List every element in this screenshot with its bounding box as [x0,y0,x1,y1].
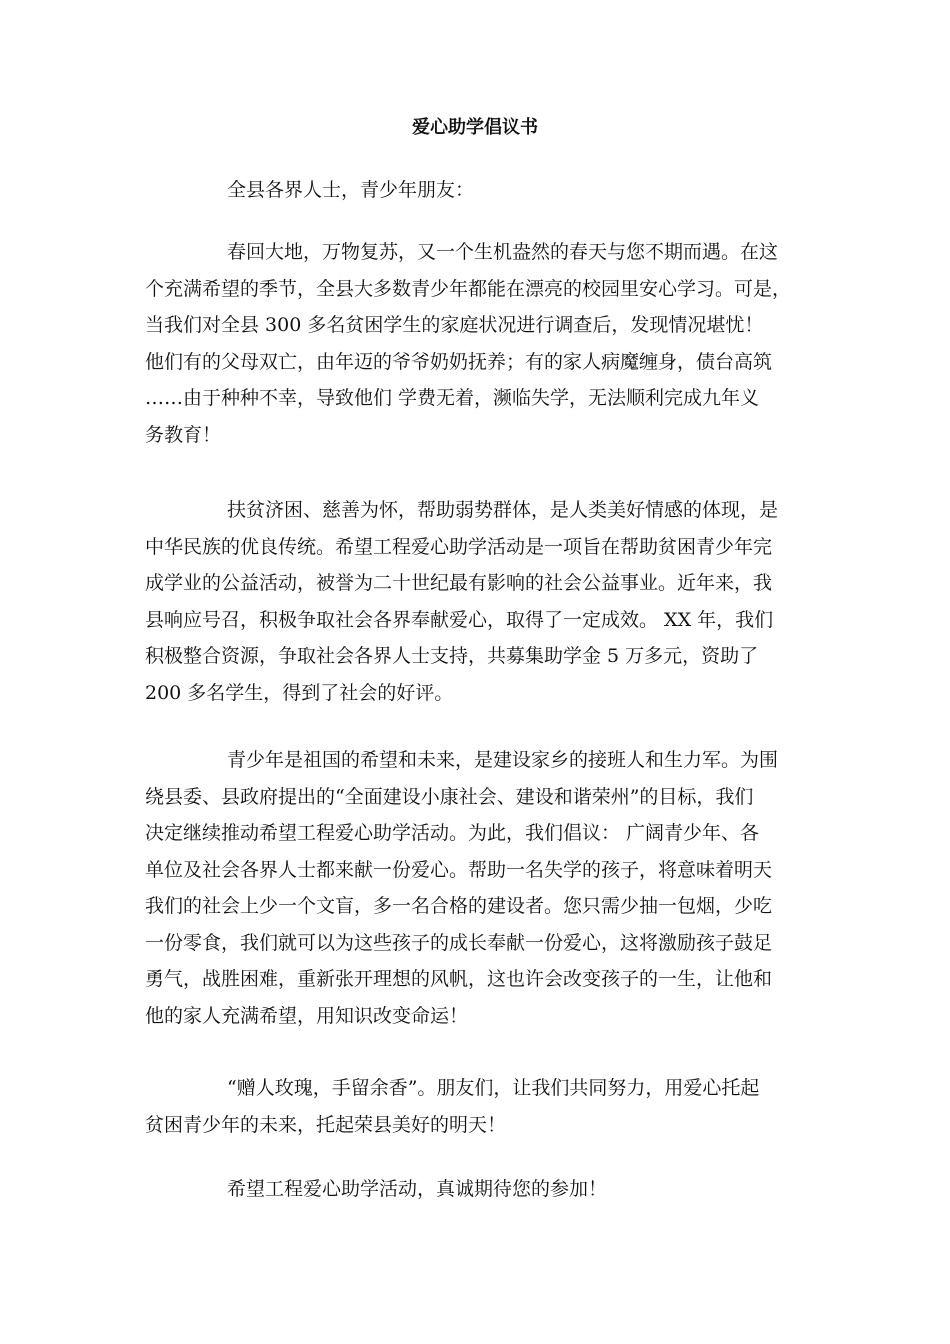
paragraph-line: 贫困青少年的未来，托起荣县美好的明天！ [145,1113,507,1136]
paragraph-line: 200 多名学生，得到了社会的好评。 [145,681,454,704]
paragraph-line: 青少年是祖国的希望和未来，是建设家乡的接班人和生力军。为围 [227,749,779,771]
greeting-line: 全县各界人士，青少年朋友： [227,179,475,201]
paragraph-line: “赠人玫瑰，手留余香”。朋友们，让我们共同努力，用爱心托起 [227,1077,760,1099]
paragraph-line: 我们的社会上少一个文盲，多一名合格的建设者。您只需少抽一包烟，少吃 [145,895,773,917]
paragraph-line: 当我们对全县 300 多名贫困学生的家庭状况进行调查后，发现情况堪忧！ [145,314,764,336]
paragraph-line: 扶贫济困、慈善为怀，帮助弱势群体，是人类美好情感的体现，是 [227,499,779,521]
document-title: 爱心助学倡议书 [412,117,538,138]
paragraph-line: 务教育！ [145,423,222,446]
closing-line: 希望工程爱心助学活动，真诚期待您的参加！ [227,1178,608,1200]
paragraph-2 [145,492,813,711]
closing-block [145,1171,813,1208]
paragraph-line: 勇气，战胜困难，重新张开理想的风帆，这也许会改变孩子的一生，让他和 [145,968,773,990]
paragraph-line: ……由于种种不幸，导致他们 学费无着，濒临失学，无法顺利完成九年义 [145,387,760,409]
paragraph-line: 中华民族的优良传统。希望工程爱心助学活动是一项旨在帮助贫困青少年完 [145,535,773,558]
paragraph-3 [145,742,813,1034]
paragraph-line: 一份零食，我们就可以为这些孩子的成长奉献一份爱心，这将激励孩子鼓足 [145,931,773,954]
greeting-block [145,172,813,209]
paragraph-4 [145,1070,813,1143]
paragraph-line: 他们有的父母双亡，由年迈的爷爷奶奶抚养；有的家人病魔缠身，债台高筑 [145,350,773,373]
paragraph-line: 积极整合资源，争取社会各界人士支持，共募集助学金 5 万多元，资助了 [145,645,759,667]
paragraph-line: 春回大地，万物复苏，又一个生机盎然的春天与您不期而遇。在这 [227,241,779,263]
paragraph-line: 县响应号召，积极争取社会各界奉献爱心，取得了一定成效。 XX 年，我们 [145,608,774,631]
paragraph-line: 他的家人充满希望，用知识改变命运！ [145,1004,469,1027]
paragraph-line: 个充满希望的季节，全县大多数青少年都能在漂亮的校园里安心学习。可是， [145,277,792,300]
paragraph-1 [145,234,813,453]
paragraph-line: 单位及社会各界人士都来献一份爱心。帮助一名失学的孩子，将意味着明天 [145,858,773,881]
paragraph-line: 成学业的公益活动，被誉为二十世纪最有影响的社会公益事业。近年来，我 [145,572,773,594]
paragraph-line: 决定继续推动希望工程爱心助学活动。为此，我们倡议： 广阔青少年、各 [145,822,760,844]
paragraph-line: 绕县委、县政府提出的“全面建设小康社会、建设和谐荣州”的目标，我们 [145,785,754,808]
